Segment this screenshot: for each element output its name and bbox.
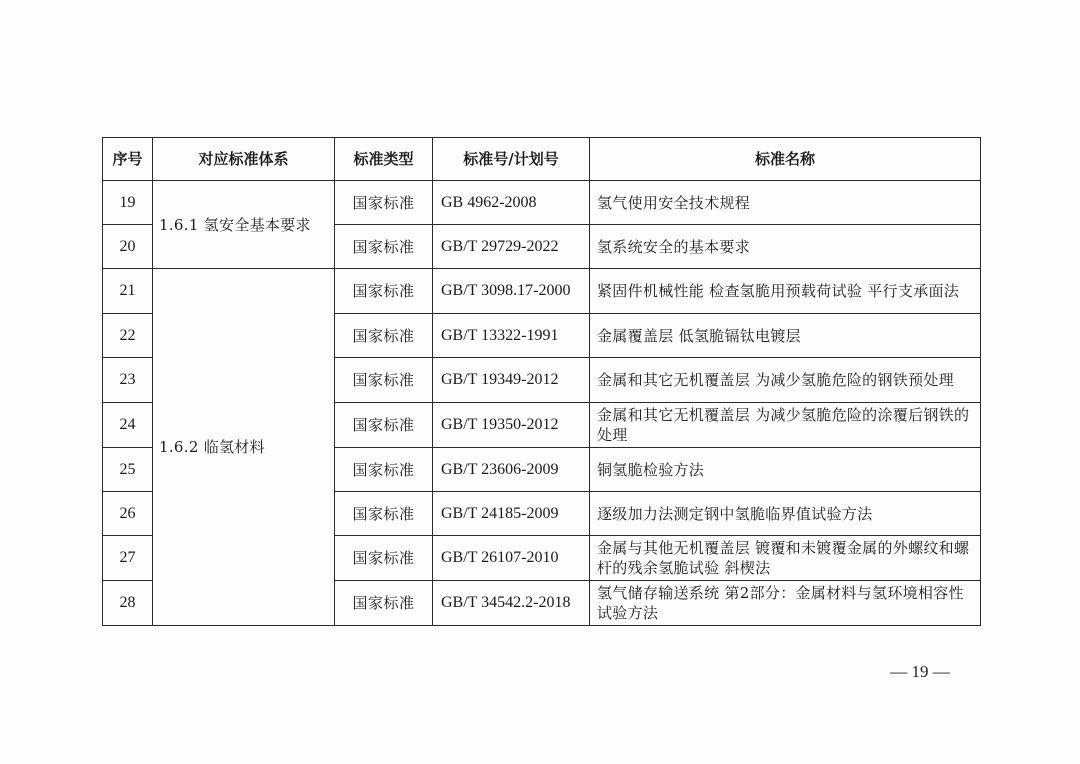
page-number: — 19 — bbox=[890, 662, 950, 681]
cell-serial: 21 bbox=[103, 269, 153, 314]
header-system: 对应标准体系 bbox=[153, 138, 335, 181]
cell-code: GB/T 23606-2009 bbox=[433, 448, 590, 492]
header-serial: 序号 bbox=[103, 138, 153, 181]
cell-serial: 19 bbox=[103, 181, 153, 225]
cell-type: 国家标准 bbox=[335, 403, 433, 448]
cell-type: 国家标准 bbox=[335, 314, 433, 358]
table-header-row bbox=[103, 138, 981, 181]
cell-name: 铜氢脆检验方法 bbox=[590, 448, 981, 492]
cell-serial: 28 bbox=[103, 581, 153, 626]
cell-serial: 27 bbox=[103, 536, 153, 581]
cell-name: 金属和其它无机覆盖层 为减少氢脆危险的钢铁预处理 bbox=[590, 358, 981, 403]
cell-code: GB 4962-2008 bbox=[433, 181, 590, 225]
cell-name: 氢气使用安全技术规程 bbox=[590, 181, 981, 225]
cell-code: GB/T 19350-2012 bbox=[433, 403, 590, 448]
cell-type: 国家标准 bbox=[335, 269, 433, 314]
cell-serial: 20 bbox=[103, 225, 153, 269]
cell-name: 氢系统安全的基本要求 bbox=[590, 225, 981, 269]
cell-code: GB/T 34542.2-2018 bbox=[433, 581, 590, 626]
cell-code: GB/T 29729-2022 bbox=[433, 225, 590, 269]
table-row bbox=[103, 181, 981, 225]
cell-type: 国家标准 bbox=[335, 536, 433, 581]
cell-name: 氢气储存输送系统 第2部分：金属材料与氢环境相容性试验方法 bbox=[590, 581, 981, 626]
cell-serial: 22 bbox=[103, 314, 153, 358]
cell-type: 国家标准 bbox=[335, 181, 433, 225]
cell-name: 金属和其它无机覆盖层 为减少氢脆危险的涂覆后钢铁的处理 bbox=[590, 403, 981, 448]
cell-type: 国家标准 bbox=[335, 448, 433, 492]
cell-serial: 23 bbox=[103, 358, 153, 403]
cell-code: GB/T 24185-2009 bbox=[433, 492, 590, 536]
table-row bbox=[103, 269, 981, 314]
header-name: 标准名称 bbox=[590, 138, 981, 181]
cell-serial: 26 bbox=[103, 492, 153, 536]
header-type: 标准类型 bbox=[335, 138, 433, 181]
cell-system: 1.6.1 氢安全基本要求 bbox=[153, 181, 335, 269]
cell-serial: 25 bbox=[103, 448, 153, 492]
cell-name: 金属覆盖层 低氢脆镉钛电镀层 bbox=[590, 314, 981, 358]
header-code: 标准号/计划号 bbox=[433, 138, 590, 181]
cell-name: 紧固件机械性能 检查氢脆用预载荷试验 平行支承面法 bbox=[590, 269, 981, 314]
cell-system: 1.6.2 临氢材料 bbox=[153, 269, 335, 626]
cell-type: 国家标准 bbox=[335, 225, 433, 269]
standards-table bbox=[102, 137, 981, 626]
cell-code: GB/T 26107-2010 bbox=[433, 536, 590, 581]
cell-code: GB/T 13322-1991 bbox=[433, 314, 590, 358]
cell-name: 逐级加力法测定钢中氢脆临界值试验方法 bbox=[590, 492, 981, 536]
cell-type: 国家标准 bbox=[335, 581, 433, 626]
cell-serial: 24 bbox=[103, 403, 153, 448]
cell-code: GB/T 3098.17-2000 bbox=[433, 269, 590, 314]
cell-code: GB/T 19349-2012 bbox=[433, 358, 590, 403]
cell-name: 金属与其他无机覆盖层 镀覆和未镀覆金属的外螺纹和螺杆的残余氢脆试验 斜楔法 bbox=[590, 536, 981, 581]
cell-type: 国家标准 bbox=[335, 358, 433, 403]
cell-type: 国家标准 bbox=[335, 492, 433, 536]
